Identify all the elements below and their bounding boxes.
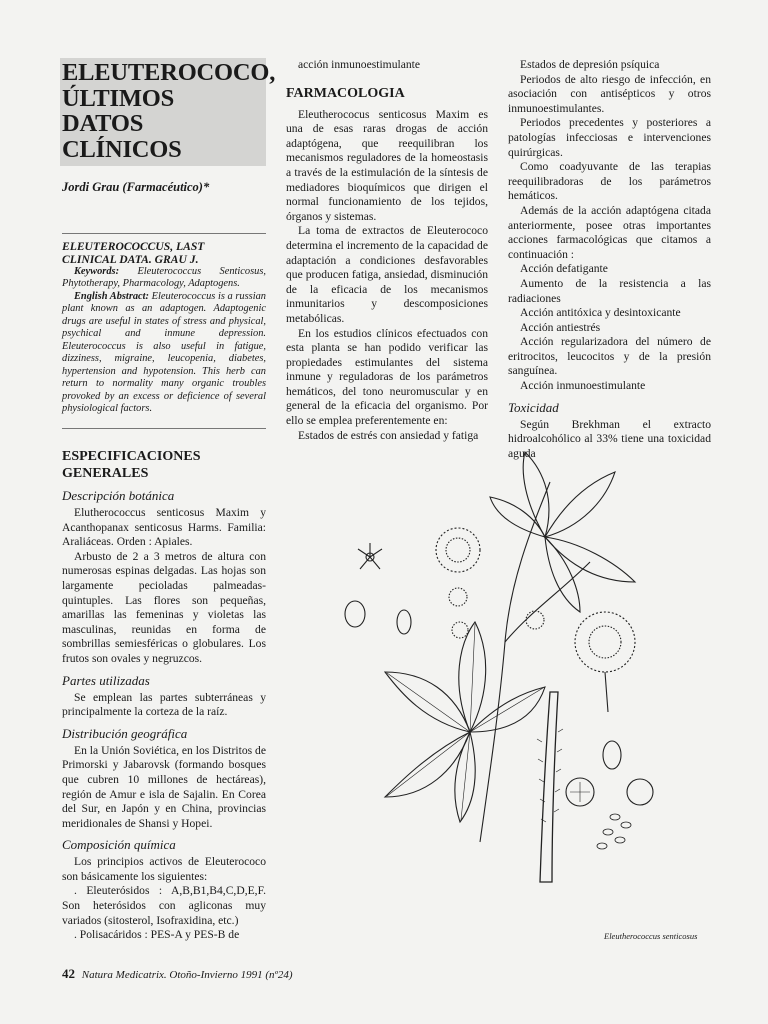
paragraph: En los estudios clínicos efectuados con esta planta se han podido verificar las propiedades estimulantes del sistema inmune y reguladoras de los parámetros hemáticos, del tono neuromuscular y en general de la eficacia del organismo. Por ello se emplea preferentemente en: [286, 326, 488, 428]
paragraph: acción inmunoestimulante [298, 58, 421, 71]
list-item: Aumento de la resistencia a las radiaciones [508, 276, 711, 305]
list-item: Acción antiestrés [520, 320, 601, 334]
flower-umbel-icon [436, 528, 635, 712]
author: Jordi Grau (Farmacéutico)* [62, 180, 210, 194]
seed-icon [597, 814, 631, 849]
bud-icon [345, 601, 411, 634]
paragraph: Eleutherococus senticosus Maxim es una de esas raras drogas de acción adaptógena, que reequilibran los mecanismos reguladores de la homeostasis a través de la estimulación de la síntesis de mediadores bioquímicos que dirigen el normal funcionamiento de los tejidos, órganos y sistemas. [286, 107, 488, 223]
figure-caption: Eleutherococcus senticosus [604, 931, 698, 941]
subheading: Partes utilizadas [62, 672, 150, 688]
list-item: Acción defatigante [520, 262, 608, 276]
paragraph: Estados de estrés con ansiedad y fatiga [298, 428, 479, 442]
journal-citation: Natura Medicatrix. Otoño-Invierno 1991 (nº24) [81, 969, 293, 981]
abstract: Keywords: Eleuterococcus Senticosus, Phytotherapy, Pharmacology, Adaptogens. English Abstract: Eleuterococcus is a russian plant known as an adaptogen. Adaptogenic drugs are useful in states of stress and physical, psychical and inmune depression. Eleuterococcus is also useful in fatigue, dizziness, migraine, leucopenia, diabetes, hypertension and hypotension. This herb can return to normality many organic troubles provoked by an excess or deficience of several physiological factors. [62, 265, 266, 415]
subheading: Distribución geográfica [62, 725, 188, 741]
fruit-icon [566, 741, 653, 806]
paragraph: . Eleuterósidos : A,B,B1,B4,C,D,E,F. Son heterósidos con agliconas muy variados (sitosterol, Isofraxidina, etc.) [62, 884, 266, 927]
title-column [62, 58, 276, 429]
section-heading: FARMACOLOGIA [286, 85, 405, 101]
subheading: Toxicidad [508, 399, 559, 415]
divider [62, 428, 266, 429]
list-item: Acción regularizadora del número de eritrocitos, leucocitos y de la presión sanguínea. [508, 335, 711, 378]
list-item: Estados de depresión psíquica [520, 58, 660, 71]
paragraph: En la Unión Soviética, en los Distritos de Primorski y Jabarovsk (formando bosques que cubren 10 millones de hectáreas), región de Amur e isla de Sajalin. En Corea del Sur, en Japón y en China, provincias meridionales de Shansi y Hopei. [62, 743, 266, 830]
farmacologia-section [286, 58, 488, 443]
divider [62, 233, 266, 234]
section-heading: ESPECIFICACIONES GENERALES [62, 449, 201, 481]
indicaciones-section [508, 58, 711, 461]
abstract-title: ELEUTEROCOCCUS, LAST CLINICAL DATA. GRAU J. [62, 239, 205, 266]
list-item: Como coadyuvante de las terapias reequilibradoras de los parámetros hemáticos. [508, 160, 711, 203]
paragraph: Elutherococcus senticosus Maxim y Acanthopanax senticosus Harms. Familia: Araliáceas. Orden : Apiales. [62, 506, 266, 549]
subheading: Composición química [62, 837, 176, 853]
especificaciones-section [62, 448, 266, 943]
paragraph: Se emplean las partes subterráneas y principalmente la corteza de la raíz. [62, 690, 266, 719]
paragraph: La toma de extractos de Eleuterococo determina el incremento de la capacidad de adaptación a condiciones desfavorables que producen fatiga, ansiedad, disminución de la eficacia de los mecanismos inmunitarios y descomposiciones metabólicas. [286, 224, 488, 325]
page-number: 42 [62, 966, 75, 981]
paragraph: Según Brekhman el extracto hidroalcohólico al 33% tiene una toxicidad aguda [508, 417, 711, 460]
list-item: Acción antitóxica y desintoxicante [520, 306, 681, 320]
page-footer [62, 966, 293, 982]
leaf-icon [385, 622, 545, 822]
paragraph: Los principios activos de Eleuterococo son básicamente los siguientes: [62, 855, 266, 883]
stem-icon [480, 482, 550, 842]
list-item: Además de la acción adaptógena citada anteriormente, posee otras importantes acciones farmacológicas que citamos a continuación : [508, 203, 711, 261]
list-item: Periodos de alto riesgo de infección, en asociación con antisépticos y otros inmunoestimulantes. [508, 72, 711, 115]
paragraph: Arbusto de 2 a 3 metros de altura con numerosas espinas delgadas. Las hojas son largamente pecioladas palmeadas-quintuples. Las flores son pequeñas, amarillas las femeninas y violetas las masculinas, reunidas en forma de sombrillas semiesféricas o globulares. Los frutos son ovales y negruzcos. [62, 549, 266, 665]
list-item: Acción inmunoestimulante [520, 379, 646, 393]
list-item: Periodos precedentes y posteriores a patologías infecciosas e intervenciones quirúrgicas. [508, 116, 711, 159]
botanical-illustration [330, 442, 725, 887]
subheading: Descripción botánica [62, 488, 175, 503]
article-title: ELEUTEROCOCO, ÚLTIMOS DATOS CLÍNICOS [60, 58, 266, 166]
flower-icon [358, 543, 382, 569]
root-icon [540, 692, 558, 882]
paragraph: . Polisacáridos : PES-A y PES-B de [74, 928, 240, 942]
